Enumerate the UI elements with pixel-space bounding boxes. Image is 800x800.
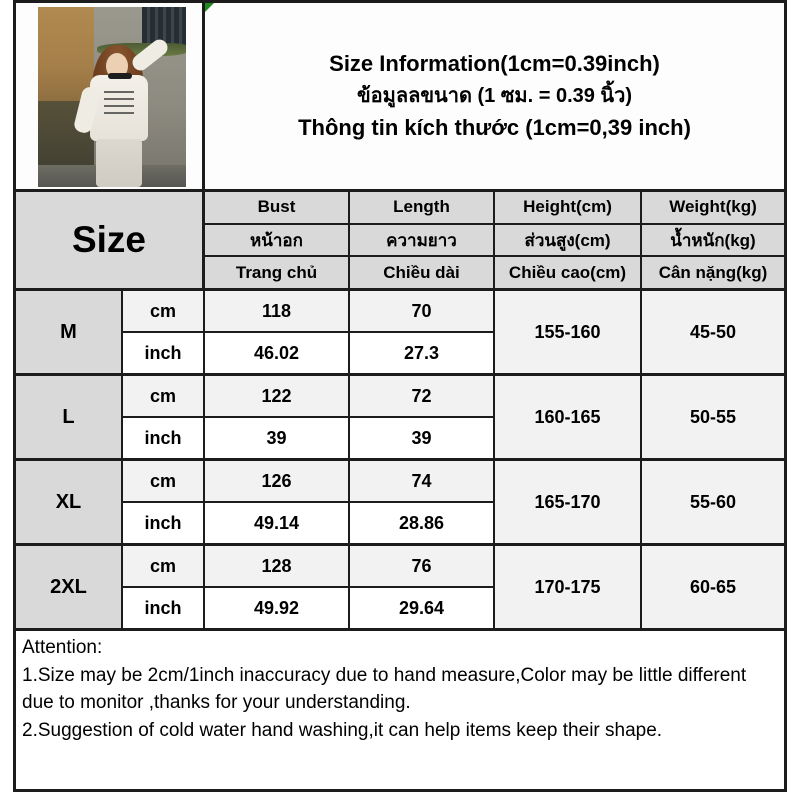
photo-model-pants: [96, 139, 142, 187]
header-length-th: ความยาว: [350, 225, 495, 256]
unit-cm-label: cm: [123, 291, 203, 333]
unit-inch-label: inch: [123, 588, 203, 628]
bust-inch-value: 39: [205, 418, 348, 458]
table-header: [16, 192, 784, 291]
bust-values: [205, 546, 350, 628]
table-row-size-2xl: [16, 546, 784, 631]
photo-shirt-print: [104, 91, 134, 117]
unit-cm-label: cm: [123, 376, 203, 418]
header-row-english: [205, 192, 784, 225]
unit-column: [123, 461, 205, 543]
height-value: 160-165: [495, 376, 642, 458]
header-height-vi: Chiều cao(cm): [495, 257, 642, 288]
header-length-en: Length: [350, 192, 495, 223]
header-bust-vi: Trang chủ: [205, 257, 350, 288]
length-inch-value: 28.86: [350, 503, 493, 543]
table-row-size-l: [16, 376, 784, 461]
bust-values: [205, 461, 350, 543]
length-values: [350, 291, 495, 373]
bust-inch-value: 49.14: [205, 503, 348, 543]
weight-value: 60-65: [642, 546, 784, 628]
header-weight-vi: Cân nặng(kg): [642, 257, 784, 288]
bust-cm-value: 126: [205, 461, 348, 503]
bust-cm-value: 118: [205, 291, 348, 333]
length-cm-value: 76: [350, 546, 493, 588]
size-chart-sheet: [13, 0, 787, 792]
length-values: [350, 461, 495, 543]
header-row-thai: [205, 225, 784, 258]
header-weight-th: น้ำหนัก(kg): [642, 225, 784, 256]
header-bust-en: Bust: [205, 192, 350, 223]
length-inch-value: 27.3: [350, 333, 493, 373]
bust-inch-value: 46.02: [205, 333, 348, 373]
title-row: [16, 3, 784, 192]
unit-inch-label: inch: [123, 418, 203, 458]
length-values: [350, 376, 495, 458]
size-header-cell: Size: [16, 192, 205, 288]
size-label-l: L: [16, 376, 123, 458]
unit-column: [123, 291, 205, 373]
header-height-th: ส่วนสูง(cm): [495, 225, 642, 256]
size-label-2xl: 2XL: [16, 546, 123, 628]
length-values: [350, 546, 495, 628]
length-inch-value: 29.64: [350, 588, 493, 628]
photo-model-collar: [108, 73, 132, 79]
height-value: 165-170: [495, 461, 642, 543]
height-value: 170-175: [495, 546, 642, 628]
unit-inch-label: inch: [123, 333, 203, 373]
size-label-xl: XL: [16, 461, 123, 543]
table-row-size-xl: [16, 461, 784, 546]
attention-heading: Attention:: [22, 637, 103, 658]
height-value: 155-160: [495, 291, 642, 373]
length-inch-value: 39: [350, 418, 493, 458]
unit-cm-label: cm: [123, 546, 203, 588]
attention-notes: [16, 631, 784, 789]
header-length-vi: Chiều dài: [350, 257, 495, 288]
title-english: Size Information(1cm=0.39inch): [329, 51, 660, 76]
bust-cm-value: 128: [205, 546, 348, 588]
length-cm-value: 70: [350, 291, 493, 333]
length-cm-value: 74: [350, 461, 493, 503]
title-cell: [205, 3, 784, 189]
unit-column: [123, 546, 205, 628]
bust-inch-value: 49.92: [205, 588, 348, 628]
bust-values: [205, 291, 350, 373]
title-vietnamese: Thông tin kích thước (1cm=0,39 inch): [298, 115, 691, 140]
header-height-en: Height(cm): [495, 192, 642, 223]
photo-cell: [16, 3, 205, 189]
attention-line-1: 1.Size may be 2cm/1inch inaccuracy due to hand measure,Color may be little different due to monitor ,thanks for your understanding.: [22, 664, 747, 713]
header-weight-en: Weight(kg): [642, 192, 784, 223]
header-row-vietnamese: [205, 257, 784, 288]
table-row-size-m: [16, 291, 784, 376]
weight-value: 55-60: [642, 461, 784, 543]
title-thai: ข้อมูลลขนาด (1 ซม. = 0.39 นิ้ว): [357, 85, 632, 107]
length-cm-value: 72: [350, 376, 493, 418]
weight-value: 50-55: [642, 376, 784, 458]
product-photo: [38, 7, 186, 187]
green-corner-marker-icon: [205, 3, 214, 12]
column-headers: [205, 192, 784, 288]
unit-inch-label: inch: [123, 503, 203, 543]
bust-cm-value: 122: [205, 376, 348, 418]
unit-column: [123, 376, 205, 458]
size-label-m: M: [16, 291, 123, 373]
attention-line-2: 2.Suggestion of cold water hand washing,it can help items keep their shape.: [22, 719, 663, 741]
bust-values: [205, 376, 350, 458]
weight-value: 45-50: [642, 291, 784, 373]
header-bust-th: หน้าอก: [205, 225, 350, 256]
unit-cm-label: cm: [123, 461, 203, 503]
